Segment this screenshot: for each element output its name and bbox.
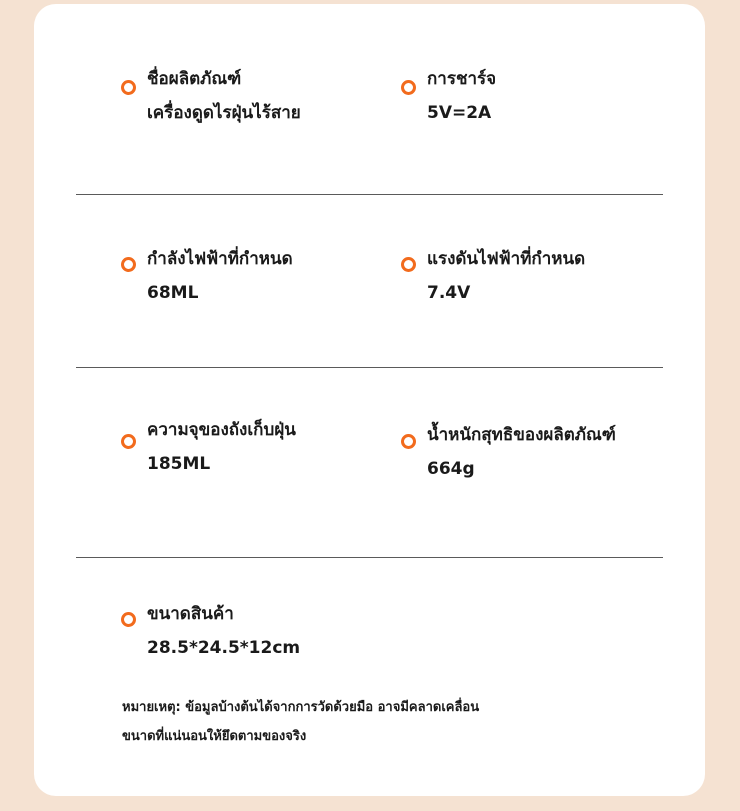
spec-value: 185ML xyxy=(147,454,211,474)
note-line-1: หมายเหตุ: ข้อมูลบ้างต้นได้จากการวัดด้วยมือ อาจมีคลาดเคลื่อน xyxy=(122,700,480,715)
spec-value: เครื่องดูดไรฝุ่นไร้สาย xyxy=(147,103,301,123)
divider xyxy=(76,557,663,558)
spec-value: 28.5*24.5*12cm xyxy=(147,638,301,658)
spec-label: น้ำหนักสุทธิของผลิตภัณฑ์ xyxy=(427,425,616,445)
bullet-circle-icon xyxy=(121,257,136,272)
spec-label: การชาร์จ xyxy=(427,69,497,89)
spec-value: 5V=2A xyxy=(427,103,492,123)
spec-card xyxy=(34,4,705,796)
divider xyxy=(76,194,663,195)
note-line-2: ขนาดที่แน่นอนให้ยึดตามของจริง xyxy=(122,729,307,744)
spec-value: 68ML xyxy=(147,283,199,303)
bullet-circle-icon xyxy=(401,434,416,449)
spec-label: ขนาดสินค้า xyxy=(147,604,234,624)
spec-value: 664g xyxy=(427,459,475,479)
bullet-circle-icon xyxy=(121,612,136,627)
bullet-circle-icon xyxy=(121,80,136,95)
divider xyxy=(76,367,663,368)
bullet-circle-icon xyxy=(121,434,136,449)
spec-label: กำลังไฟฟ้าที่กำหนด xyxy=(147,249,293,269)
spec-label: ความจุของถังเก็บฝุ่น xyxy=(147,420,296,440)
bullet-circle-icon xyxy=(401,257,416,272)
bullet-circle-icon xyxy=(401,80,416,95)
spec-label: แรงดันไฟฟ้าที่กำหนด xyxy=(427,249,586,269)
spec-value: 7.4V xyxy=(427,283,471,303)
spec-label: ชื่อผลิตภัณฑ์ xyxy=(147,69,242,89)
